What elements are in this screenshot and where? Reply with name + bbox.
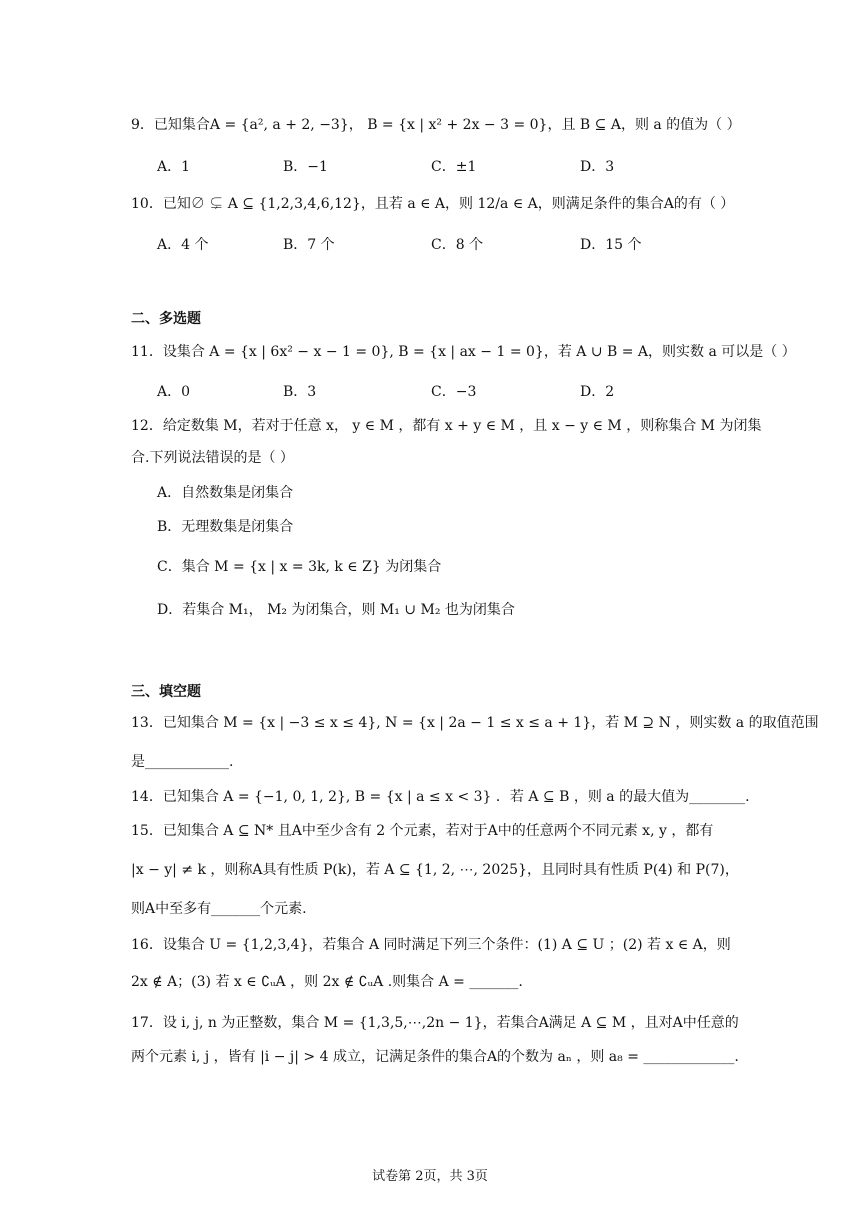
question-10: 10．已知∅ ⊊ A ⊆ {1,2,3,4,6,12}，且若 a ∈ A，则 12/a ∈ A，则满足条件的集合A的有（ ）	[131, 196, 735, 212]
option-b: B．3	[283, 384, 317, 400]
option-b: B．无理数集是闭集合	[157, 519, 294, 535]
question-15-line-1: 15．已知集合 A ⊆ N* 且A中至少含有 2 个元素，若对于A中的任意两个不同元素 x, y ，都有	[131, 823, 714, 839]
question-13-line-1: 13．已知集合 M = {x | −3 ≤ x ≤ 4}, N = {x | 2a − 1 ≤ x ≤ a + 1}，若 M ⊇ N ，则实数 a 的取值范围	[131, 715, 819, 731]
question-11: 11．设集合 A = {x | 6x² − x − 1 = 0}, B = {x | ax − 1 = 0}，若 A ∪ B = A，则实数 a 可以是（ ）	[131, 344, 796, 360]
option-d: D．2	[580, 384, 615, 400]
option-d: D．若集合 M₁， M₂ 为闭集合，则 M₁ ∪ M₂ 也为闭集合	[157, 602, 515, 618]
option-c: C．±1	[431, 159, 477, 175]
question-9: 9．已知集合A = {a², a + 2, −3}， B = {x | x² + 2x − 3 = 0}，且 B ⊆ A，则 a 的值为（ ）	[131, 117, 741, 133]
question-13-line-2: 是____________.	[131, 754, 234, 770]
section-heading-fill-in: 三、填空题	[131, 684, 201, 700]
option-c: C．集合 M = {x | x = 3k, k ∈ Z} 为闭集合	[157, 559, 442, 575]
question-17-line-2: 两个元素 i, j ，皆有 |i − j| > 4 成立，记满足条件的集合A的个数为 aₙ ，则 a₈ = _____________.	[131, 1049, 739, 1065]
section-heading-multiple-choice: 二、多选题	[131, 311, 201, 327]
question-15-line-3: 则A中至多有_______个元素.	[131, 901, 307, 917]
question-16-line-2: 2x ∉ A；(3) 若 x ∈ ∁ᵤA ，则 2x ∉ ∁ᵤA .则集合 A = _______.	[131, 974, 523, 990]
question-14: 14．已知集合 A = {−1, 0, 1, 2}, B = {x | a ≤ x < 3} ．若 A ⊆ B ，则 a 的最大值为________.	[131, 789, 750, 805]
option-d: D．15 个	[580, 237, 642, 253]
option-a: A．1	[157, 159, 191, 175]
option-c: C．8 个	[431, 237, 484, 253]
question-12-line-1: 12．给定数集 M，若对于任意 x， y ∈ M ，都有 x + y ∈ M ，且 x − y ∈ M ，则称集合 M 为闭集	[131, 418, 762, 434]
question-16-line-1: 16．设集合 U = {1,2,3,4}，若集合 A 同时满足下列三个条件：(1) A ⊆ U ；(2) 若 x ∈ A，则	[131, 937, 731, 953]
option-a: A．4 个	[157, 237, 209, 253]
question-17-line-1: 17．设 i, j, n 为正整数，集合 M = {1,3,5,⋯,2n − 1}，若集合A满足 A ⊆ M ，且对A中任意的	[131, 1015, 739, 1031]
option-b: B．7 个	[283, 237, 335, 253]
question-15-line-2: |x − y| ≠ k ，则称A具有性质 P(k)，若 A ⊆ {1, 2, ⋯, 2025}，且同时具有性质 P(4) 和 P(7)，	[131, 862, 739, 878]
option-b: B．−1	[283, 159, 328, 175]
option-c: C．−3	[431, 384, 477, 400]
page-footer: 试卷第 2页，共 3页	[372, 1169, 488, 1184]
option-d: D．3	[580, 159, 615, 175]
option-a: A．0	[157, 384, 191, 400]
question-12-line-2: 合.下列说法错误的是（ ）	[131, 450, 294, 466]
option-a: A．自然数集是闭集合	[157, 485, 294, 501]
